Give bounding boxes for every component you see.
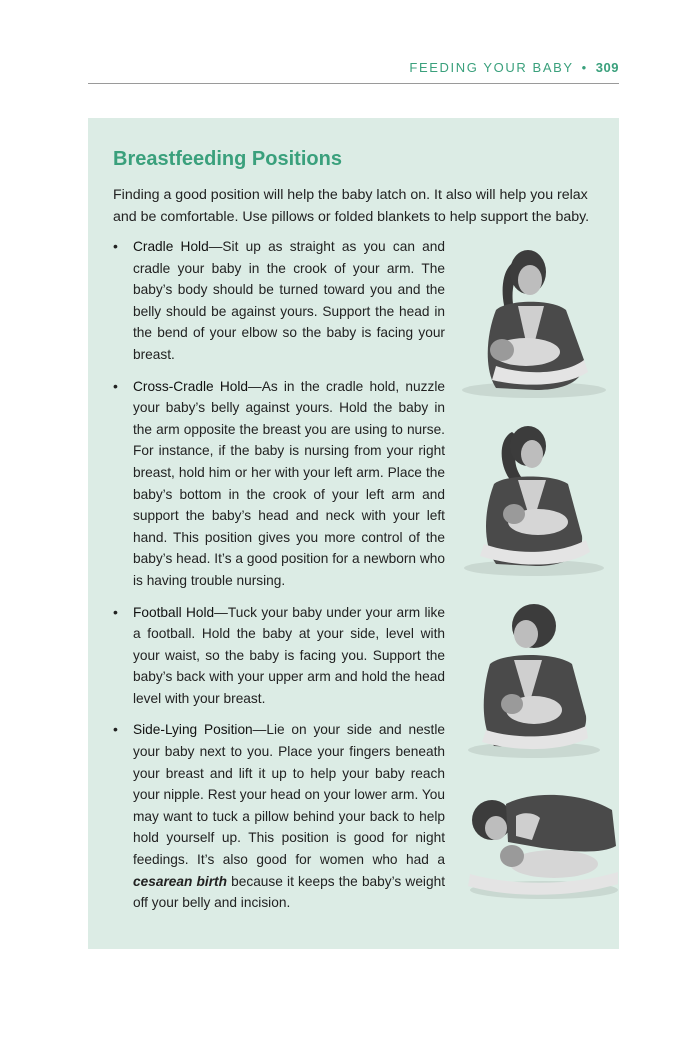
item-dash: — xyxy=(248,378,262,394)
intro-paragraph: Finding a good position will help the baby latch on. It also will help you relax and be comfortable. Use pillows or folded blankets to help support the baby. xyxy=(113,187,590,225)
section-title: FEEDING YOUR BABY xyxy=(409,60,574,75)
item-text-after: because it keeps the baby’s weight off your belly and incision. xyxy=(133,873,445,911)
item-emphasis: cesarean birth xyxy=(133,873,227,889)
item-term: Football Hold xyxy=(133,604,215,620)
list-item xyxy=(113,719,445,913)
item-text-before: Lie on your side and nestle your baby next to you. Place your fingers beneath your breast and lift it up to help your baby reach your nipple. Rest your head on your lower arm. You may want to tuck a pillow behind your back to help hold yourself up. This position is good for night feedings. It’s also good for women who had a xyxy=(133,722,445,868)
cross-cradle-hold-illustration xyxy=(456,418,606,578)
item-dash: — xyxy=(208,239,223,254)
page-number: 309 xyxy=(595,60,619,75)
positions-list xyxy=(113,236,445,914)
list-item xyxy=(113,236,445,366)
separator: • xyxy=(581,60,588,75)
item-text: Tuck your baby under your arm like a football. Hold the baby at your side, level with your waist, so the baby is facing you. Support the baby’s back with your upper arm and hold the head level with your breast. xyxy=(133,604,445,706)
list-item xyxy=(113,602,445,710)
item-text: As in the cradle hold, nuzzle your baby’s belly against yours. Hold the baby in the arm opposite the breast you are using to nurse. For instance, if the baby is nursing from your right breast, hold him or her with your left arm. Place the baby’s bottom in the crook of your left arm and support the baby’s head and neck with your left hand. This position gives you more control of the baby’s head. It’s a good position for a newborn who is having trouble nursing. xyxy=(133,378,445,588)
running-head xyxy=(409,60,619,75)
item-dash: — xyxy=(252,722,267,738)
item-term: Side-Lying Position xyxy=(133,722,253,738)
item-dash: — xyxy=(214,604,228,620)
item-term: Cradle Hold xyxy=(133,239,209,254)
box-title: Breastfeeding Positions xyxy=(113,148,342,170)
cradle-hold-illustration xyxy=(456,240,606,400)
item-text: Sit up as straight as you can and cradle your baby in the crook of your arm. The baby’s body should be turned toward you and the belly should be against yours. Support the head in the bend of your elbow so the baby is facing your breast. xyxy=(133,239,446,362)
item-term: Cross-Cradle Hold xyxy=(133,378,248,394)
sidebar-box xyxy=(88,118,619,949)
side-lying-position-illustration xyxy=(462,782,620,902)
list-item xyxy=(113,376,445,592)
football-hold-illustration xyxy=(456,600,606,760)
header-rule xyxy=(88,83,619,84)
